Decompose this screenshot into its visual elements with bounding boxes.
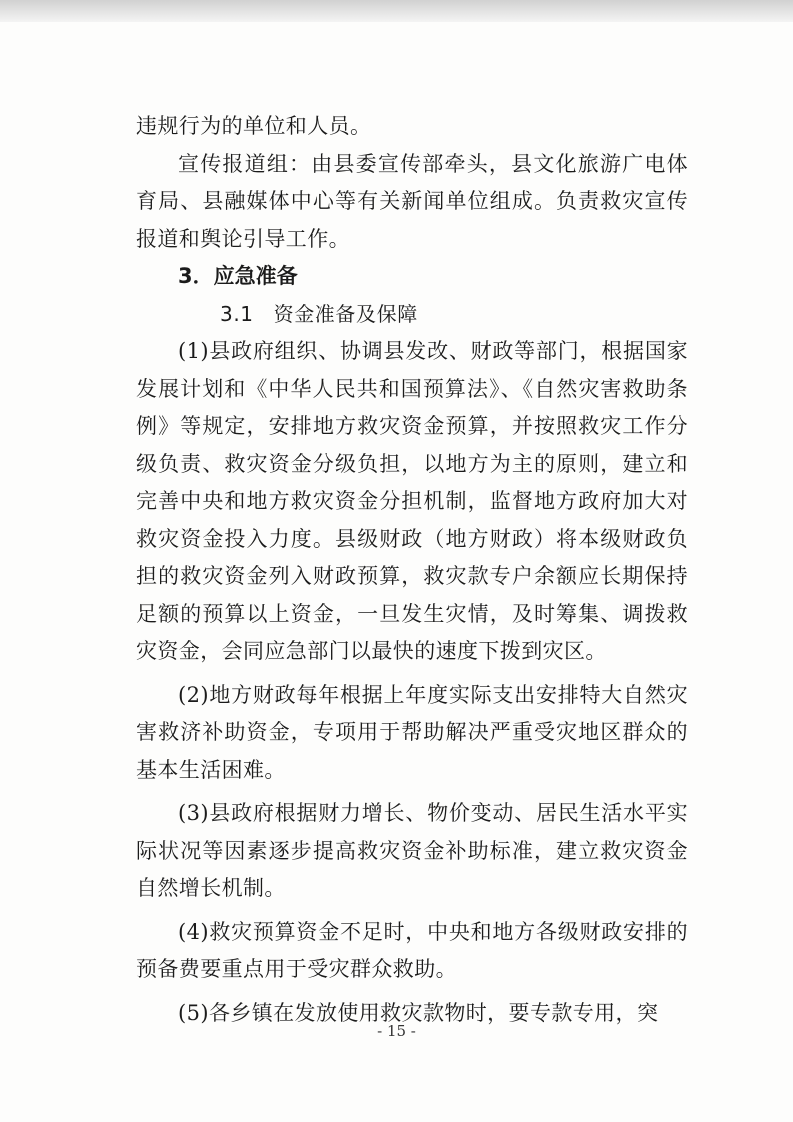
heading-emergency-preparation: 3．应急准备 bbox=[178, 264, 298, 288]
section-3-1-title: 资金准备及保障 bbox=[273, 301, 418, 326]
document-body bbox=[136, 108, 688, 1032]
paragraph-item-2: (2)地方财政每年根据上年度实际支出安排特大自然灾害救济补助资金，专项用于帮助解决严重受灾地区群众的基本生活困难。 bbox=[136, 682, 688, 782]
paragraph-propaganda-group: 宣传报道组：由县委宣传部牵头，县文化旅游广电体育局、县融媒体中心等有关新闻单位组成。负责救灾宣传报道和舆论引导工作。 bbox=[136, 151, 688, 251]
paragraph-item-4: (4)救灾预算资金不足时，中央和地方各级财政安排的预备费要重点用于受灾群众救助。 bbox=[136, 919, 688, 981]
scan-edge-band bbox=[0, 0, 793, 22]
paragraph-item-3: (3)县政府根据财力增长、物价变动、居民生活水平实际状况等因素逐步提高救灾资金补助标准，建立救灾资金自然增长机制。 bbox=[136, 801, 688, 900]
paragraph-intro: 违规行为的单位和人员。 bbox=[136, 114, 372, 138]
section-3-1-heading bbox=[136, 296, 688, 334]
paragraph-item-5: (5)各乡镇在发放使用救灾款物时，要专款专用，突 bbox=[178, 1000, 659, 1025]
paragraph-item-1: (1)县政府组织、协调县发改、财政等部门，根据国家发展计划和《中华人民共和国预算法》、《自然灾害救助条例》等规定，安排地方救灾资金预算，并按照救灾工作分级负责、救灾资金分级负担，以地方为主的原则，建立和完善中央和地方救灾资金分担机制，监督地方政府加大对救灾资金投入力度。县级财政（地方财政）将本级财政负担的救灾资金列入财政预算，救灾款专户余额应长期保持足额的预算以上资金，一旦发生灾情，及时筹集、调拨救灾资金，会同应急部门以最快的速度下拨到灾区。 bbox=[136, 339, 688, 663]
page-number: - 15 - bbox=[377, 1022, 416, 1040]
section-3-1-number: 3.1 bbox=[220, 301, 254, 326]
